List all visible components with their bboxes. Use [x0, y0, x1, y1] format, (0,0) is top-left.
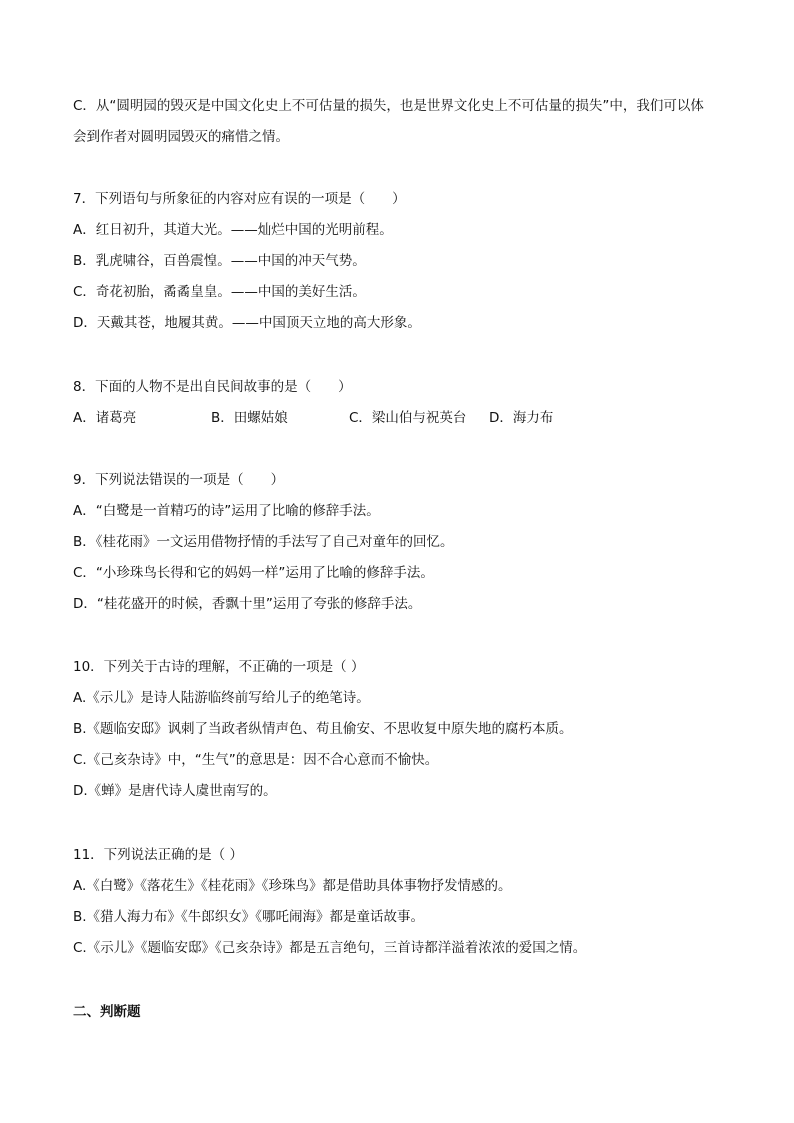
question-7: [73, 184, 723, 339]
question-8-option-d: D．海力布: [489, 410, 554, 426]
question-11-option-c: C.《示儿》《题临安邸》《己亥杂诗》都是五言绝句，三首诗都洋溢着浓浓的爱国之情。: [73, 940, 587, 956]
question-9-option-a: A．“白鹭是一首精巧的诗”运用了比喻的修辞手法。: [73, 503, 380, 519]
question-9-option-c: C．“小珍珠鸟长得和它的妈妈一样”运用了比喻的修辞手法。: [73, 565, 434, 581]
question-11: [73, 840, 723, 964]
option-c-line-1: C．从“圆明园的毁灭是中国文化史上不可估量的损失，也是世界文化史上不可估量的损失”中，我们可以体: [73, 98, 704, 114]
question-10-option-a: A.《示儿》是诗人陆游临终前写给儿子的绝笔诗。: [73, 690, 370, 706]
question-11-stem: 11．下列说法正确的是（ ）: [73, 847, 243, 863]
question-8-option-a: A．诸葛亮: [73, 410, 137, 426]
question-10-option-b: B.《题临安邸》讽刺了当政者纵情声色、苟且偷安、不思收复中原失地的腐朽本质。: [73, 721, 573, 737]
question-10: [73, 652, 723, 807]
question-8-option-b: B．田螺姑娘: [211, 410, 288, 426]
question-7-option-b: B．乳虎啸谷，百兽震惶。——中国的冲天气势。: [73, 253, 366, 269]
question-9-option-d: D．“桂花盛开的时候，香飘十里”运用了夸张的修辞手法。: [73, 596, 422, 612]
question-11-option-a: A.《白鹭》《落花生》《桂花雨》《珍珠鸟》都是借助具体事物抒发情感的。: [73, 878, 512, 894]
section-2-title: 二、判断题: [73, 1004, 141, 1020]
question-7-option-d: D．天戴其苍，地履其黄。——中国顶天立地的高大形象。: [73, 315, 421, 331]
option-c-line-2: 会到作者对圆明园毁灭的痛惜之情。: [73, 129, 289, 145]
question-10-option-d: D.《蝉》是唐代诗人虞世南写的。: [73, 783, 277, 799]
question-10-option-c: C.《己亥杂诗》中，“生气”的意思是：因不合心意而不愉快。: [73, 752, 439, 768]
question-9-option-b: B．《桂花雨》一文运用借物抒情的手法写了自己对童年的回忆。: [73, 534, 454, 550]
question-8-stem: 8．下面的人物不是出自民间故事的是（ ）: [73, 379, 352, 395]
question-7-stem: 7．下列语句与所象征的内容对应有误的一项是（ ）: [73, 191, 406, 207]
question-11-option-b: B.《猎人海力布》《牛郎织女》《哪吒闹海》都是童话故事。: [73, 909, 425, 925]
question-6-option-c: [73, 91, 723, 153]
question-7-option-a: A．红日初升，其道大光。——灿烂中国的光明前程。: [73, 222, 393, 238]
question-8-options: [73, 403, 723, 434]
question-8: [73, 372, 723, 434]
question-9: [73, 465, 723, 620]
question-9-stem: 9．下列说法错误的一项是（ ）: [73, 472, 285, 488]
question-7-option-c: C．奇花初胎，矞矞皇皇。——中国的美好生活。: [73, 284, 366, 300]
question-10-stem: 10．下列关于古诗的理解，不正确的一项是（ ）: [73, 659, 365, 675]
question-8-option-c: C．梁山伯与祝英台: [349, 410, 467, 426]
